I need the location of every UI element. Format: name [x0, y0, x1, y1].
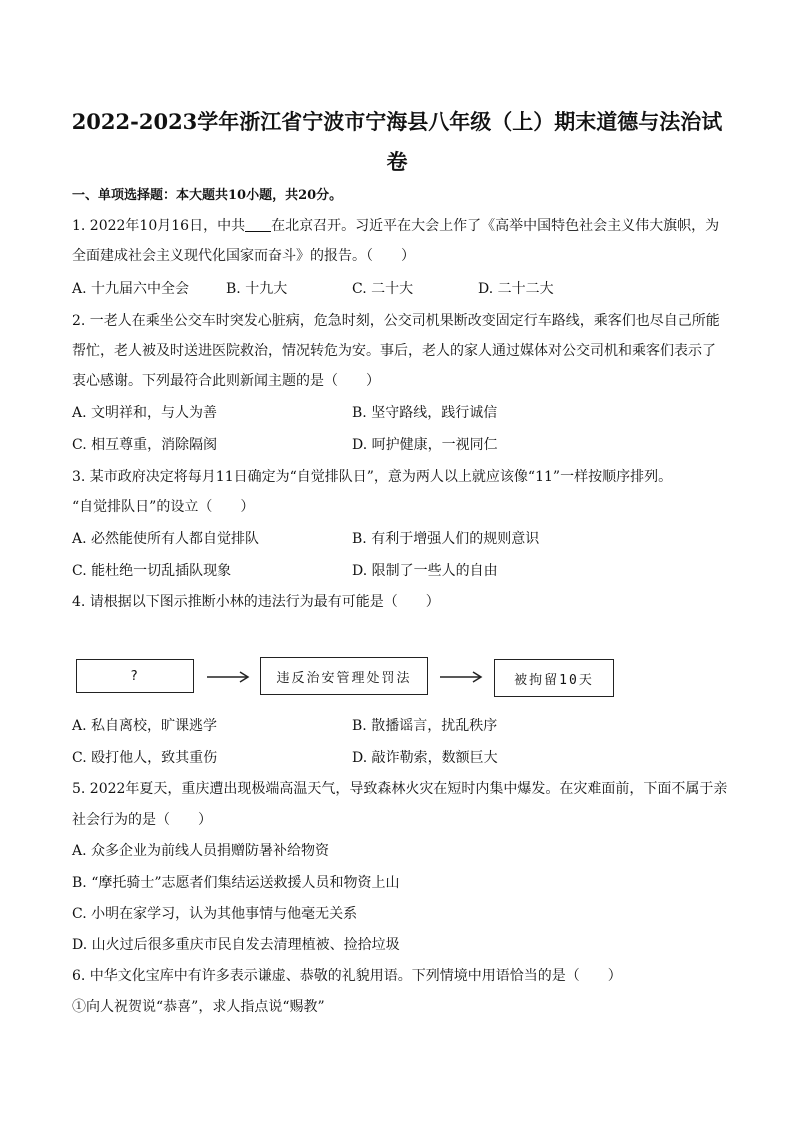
q4-line-1: 4. 请根据以下图示推断小林的违法行为最有可能是（ ）: [72, 594, 440, 610]
q1-line-1: 1. 2022年10月16日，中共 在北京召开。习近平在大会上作了《高举中国特色社会主义伟大旗帜，为: [72, 218, 720, 234]
q3-option-d[interactable]: D. 限制了一些人的自由: [352, 563, 498, 579]
q3-option-a[interactable]: A. 必然能使所有人都自觉排队: [72, 531, 260, 547]
flow-box-unknown: ?: [76, 659, 194, 693]
q4-option-c[interactable]: C. 殴打他人，致其重伤: [72, 750, 218, 766]
q2-option-d[interactable]: D. 呵护健康，一视同仁: [352, 437, 498, 453]
q1-option-a[interactable]: A. 十九届六中全会: [72, 281, 190, 297]
q4-option-b[interactable]: B. 散播谣言，扰乱秩序: [352, 718, 498, 734]
q1-line-2: 全面建成社会主义现代化国家而奋斗》的报告。（ ）: [72, 248, 415, 264]
q5-option-b[interactable]: B. “摩托骑士”志愿者们集结运送救援人员和物资上山: [72, 875, 400, 891]
q5-option-d[interactable]: D. 山火过后很多重庆市民自发去清理植被、捡拾垃圾: [72, 937, 400, 953]
arrow-right-icon: [438, 670, 484, 684]
q2-line-1: 2. 一老人在乘坐公交车时突发心脏病，危急时刻，公交司机果断改变固定行车路线，乘客们也尽自己所能: [72, 313, 720, 329]
q6-line-2: ①向人祝贺说“恭喜”，求人指点说“赐教”: [72, 999, 325, 1015]
q5-line-2: 社会行为的是（ ）: [72, 812, 212, 828]
q3-option-c[interactable]: C. 能杜绝一切乱插队现象: [72, 563, 232, 579]
q2-option-c[interactable]: C. 相互尊重，消除隔阂: [72, 437, 218, 453]
q5-line-1: 5. 2022年夏天，重庆遭出现极端高温天气，导致森林火灾在短时内集中爆发。在灾难面前，下面不属于亲: [72, 781, 728, 797]
flow-box-law: 违反治安管理处罚法: [260, 657, 428, 695]
title-line-2: 卷: [386, 149, 408, 174]
q3-line-2: “自觉排队日”的设立（ ）: [72, 499, 255, 515]
q2-option-b[interactable]: B. 坚守路线，践行诚信: [352, 405, 498, 421]
fill-blank: [245, 217, 271, 232]
section-heading: 一、单项选择题：本大题共10小题，共20分。: [72, 188, 343, 203]
q3-option-b[interactable]: B. 有利于增强人们的规则意识: [352, 531, 540, 547]
q2-option-a[interactable]: A. 文明祥和，与人为善: [72, 405, 218, 421]
flow-box-detention: 被拘留10天: [494, 659, 614, 697]
q5-option-a[interactable]: A. 众多企业为前线人员捐赠防暑补给物资: [72, 843, 330, 859]
exam-title: [70, 102, 724, 182]
q4-option-d[interactable]: D. 敲诈勒索，数额巨大: [352, 750, 498, 766]
q2-line-3: 衷心感谢。下列最符合此则新闻主题的是（ ）: [72, 373, 380, 389]
q2-line-2: 帮忙，老人被及时送进医院救治，情况转危为安。事后，老人的家人通过媒体对公交司机和乘客们表示了: [72, 343, 716, 359]
q4-option-a[interactable]: A. 私自离校，旷课逃学: [72, 718, 218, 734]
arrow-right-icon: [205, 670, 251, 684]
q5-option-c[interactable]: C. 小明在家学习，认为其他事情与他毫无关系: [72, 906, 358, 922]
q3-line-1: 3. 某市政府决定将每月11日确定为“自觉排队日”，意为两人以上就应该像“11”一样按顺序排列。: [72, 469, 673, 485]
title-line-1: 2022-2023学年浙江省宁波市宁海县八年级（上）期末道德与法治试: [71, 109, 723, 134]
q1-option-d[interactable]: D. 二十二大: [478, 281, 554, 297]
q6-line-1: 6. 中华文化宝库中有许多表示谦虚、恭敬的礼貌用语。下列情境中用语恰当的是（ ）: [72, 968, 622, 984]
q1-option-c[interactable]: C. 二十大: [352, 281, 414, 297]
q1-option-b[interactable]: B. 十九大: [226, 281, 288, 297]
